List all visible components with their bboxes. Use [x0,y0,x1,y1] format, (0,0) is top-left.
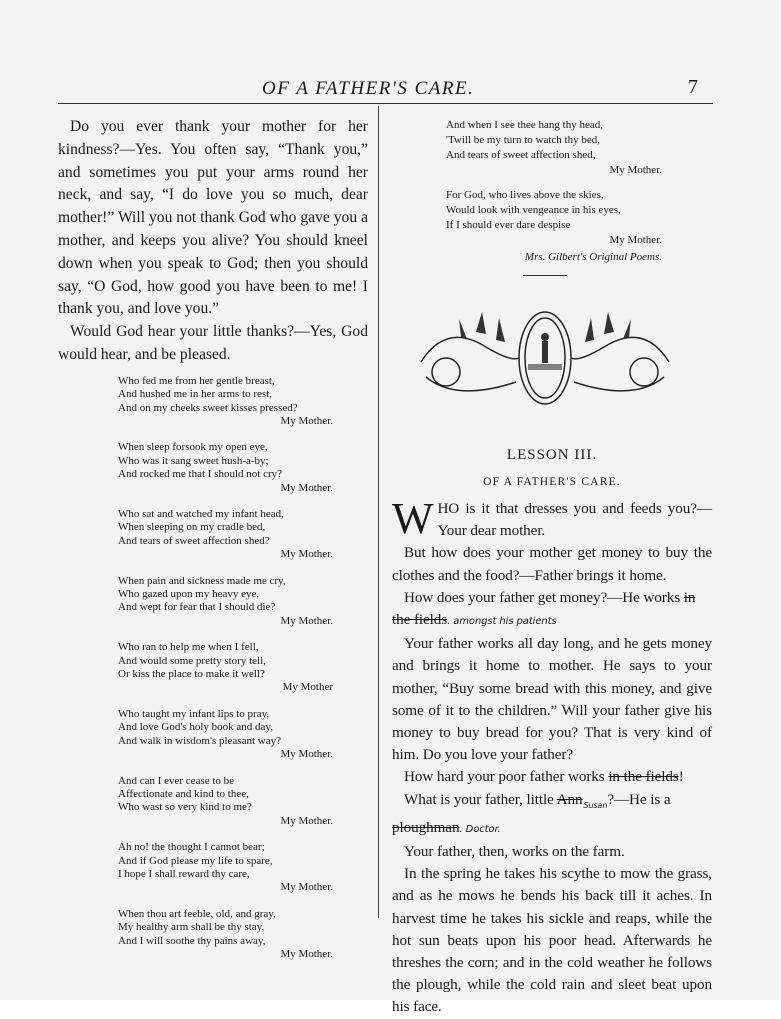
text: How does your father get money?—He works [404,588,684,606]
poem-line: Who taught my infant lips to pray, [118,707,270,720]
poem-stanza [118,908,333,962]
poem-stanza [446,118,662,178]
citation-wrap [446,250,662,265]
left-column [58,116,368,974]
right-prose [392,494,712,1019]
paragraph: Your father works all day long, and he gets money and brings it home to mother. He says to your mother, “Buy some bread with this money, and give some of it to the children.” Will your father give his money to buy bread for you? That is very kind of him. Do you love your father? [392,635,712,764]
header-rule [58,103,713,104]
column-divider [378,106,379,918]
poem-line: And hushed me in her arms to rest, [118,388,272,401]
poem-line: Who fed me from her gentle breast, [118,374,275,387]
poem-line: Who ran to help me when I fell, [118,641,259,654]
poem-line: And rocked me that I should not cry? [118,468,283,481]
poem-line: Who sat and watched my infant head, [118,508,284,521]
paragraph: But how does your mother get money to buy the clothes and the food?—Father brings it home. [392,544,712,584]
poem-line: When pain and sickness made me cry, [118,574,286,587]
struck-text: Ann [556,790,583,808]
poem-line: My healthy arm shall be thy stay, [118,921,265,934]
text: What is your father, little [404,790,557,808]
lesson-title: LESSON III. [506,447,598,463]
short-rule [523,275,567,276]
poem-right [446,118,662,248]
poem-line: And I will soothe thy pains away, [118,934,266,947]
poem-refrain: My Mother [282,681,333,694]
ornament-engraving-icon [416,302,674,412]
text: ?—He is a [607,790,671,808]
right-column [392,118,712,1019]
poem-line: I hope I shall reward thy care, [118,867,250,880]
drop-cap: W [392,494,434,543]
poem-line: And love God's holy book and day, [118,721,273,734]
poem-line: Who was it sang sweet hush-a-by; [118,454,269,467]
poem-line: Who wast so very kind to me? [118,801,252,814]
poem-refrain: My Mother. [280,881,333,894]
poem-refrain: My Mother. [609,164,662,176]
handwritten-annotation: . amongst his patients [447,616,557,628]
poem-line: For God, who lives above the skies, [446,189,604,201]
poem-line: Would look with vengeance in his eyes, [446,204,621,216]
poem-line: When sleeping on my cradle bed, [118,521,266,534]
poem-refrain: My Mother. [280,614,333,627]
running-header: OF A FATHER'S CARE. [262,78,475,99]
poem-line: And tears of sweet affection shed, [446,149,596,161]
poem-line: Ah no! the thought I cannot bear; [118,841,265,854]
paragraph: In the spring he takes his scythe to mow the grass, and as he mows he bends his back till it aches. In harvest time he takes his sickle and reaps, while the hot sun beats upon his poor head. Afterwards he threshes the corn; and in the cold weather he follows the plough, while the cold rain and sleet beat upon his face. [392,865,712,1016]
poem-refrain: My Mother. [280,481,333,494]
poem-stanza [118,575,333,629]
poem-line: And if God please my life to spare, [118,854,273,867]
poem-refrain: My Mother. [280,947,333,960]
poem-line: And walk in wisdom's pleasant way? [118,734,281,747]
paragraph: Would God hear your little thanks?—Yes, God would hear, and be pleased. [58,323,368,363]
poem-line: And tears of sweet affection shed? [118,534,270,547]
poem-line: And wept for fear that I should die? [118,601,276,614]
poem-line: Who gazed upon my heavy eye, [118,588,260,601]
text: How hard your poor father works [404,768,609,786]
poem-refrain: My Mother. [280,414,333,427]
poem-stanza [118,708,333,762]
struck-text: in the fields [608,768,679,786]
poem-line: Or kiss the place to make it well? [118,668,265,681]
paragraph: HO is it that dresses you and feeds you?—Your dear mother. [437,500,712,540]
poem-line: And on my cheeks sweet kisses pressed? [118,401,298,414]
poem-stanza [118,841,333,895]
paragraph: Your father, then, works on the farm. [404,843,625,861]
paragraph: Do you ever thank your mother for her kindness?—Yes. You often say, “Thank you,” and sometimes you put your arms round her neck, and say, “I do love you so much, dear mother!” Will you not thank God who gave you a mother, and keeps you alive? You should kneel down when you speak to God; then you should say, “O God, how good you have been to me! I thank you, and love you.” [58,118,368,318]
lesson-subtitle: OF A FATHER'S CARE. [483,476,621,488]
poem-refrain: My Mother. [280,814,333,827]
poem-line: Affectionate and kind to thee, [118,787,249,800]
poem-line: And would some pretty story tell, [118,654,266,667]
poem-stanza [118,508,333,562]
poem-citation: Mrs. Gilbert's Original Poems. [524,251,662,263]
poem-line: If I should ever dare despise [446,219,571,231]
poem-refrain: My Mother. [609,234,662,246]
poem-stanza [118,775,333,829]
handwritten-annotation: . Doctor. [459,823,501,835]
poem-line: 'Twill be my turn to watch thy bed, [446,134,600,146]
poem-stanza [118,641,333,695]
poem-refrain: My Mother. [280,548,333,561]
poem-stanza [118,375,333,429]
poem-stanza [118,441,333,495]
left-prose [58,116,368,367]
poem-left [118,375,333,962]
poem-line: When sleep forsook my open eye, [118,441,268,454]
poem-stanza [446,188,662,248]
struck-text: ploughman [392,818,460,836]
struck-text: in the fields [392,588,696,629]
poem-line: And can I ever cease to be [118,774,235,787]
poem-line: And when I see thee hang thy head, [446,119,604,131]
poem-line: When thou art feeble, old, and gray, [118,907,276,920]
poem-refrain: My Mother. [280,748,333,761]
page-number: 7 [688,76,698,98]
text: ! [678,768,684,786]
handwritten-annotation: Susan [583,800,608,810]
